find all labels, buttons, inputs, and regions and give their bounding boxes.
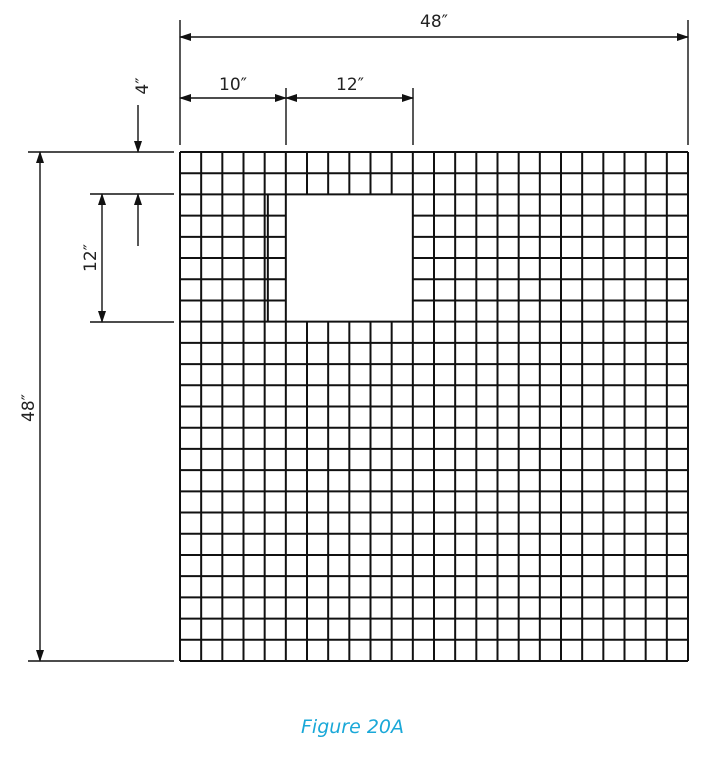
top-offset-label: 4″ [133,77,153,95]
left-offset-label: 10″ [219,75,247,95]
tile-grid-mesh [180,152,688,661]
overall-height-label: 48″ [19,394,39,422]
overall-width-label: 48″ [420,12,448,32]
cutout-height-label: 12″ [81,244,101,272]
figure-caption: Figure 20A [300,716,405,738]
dimension-lines [28,20,688,661]
cutout-width-label: 12″ [336,75,364,95]
